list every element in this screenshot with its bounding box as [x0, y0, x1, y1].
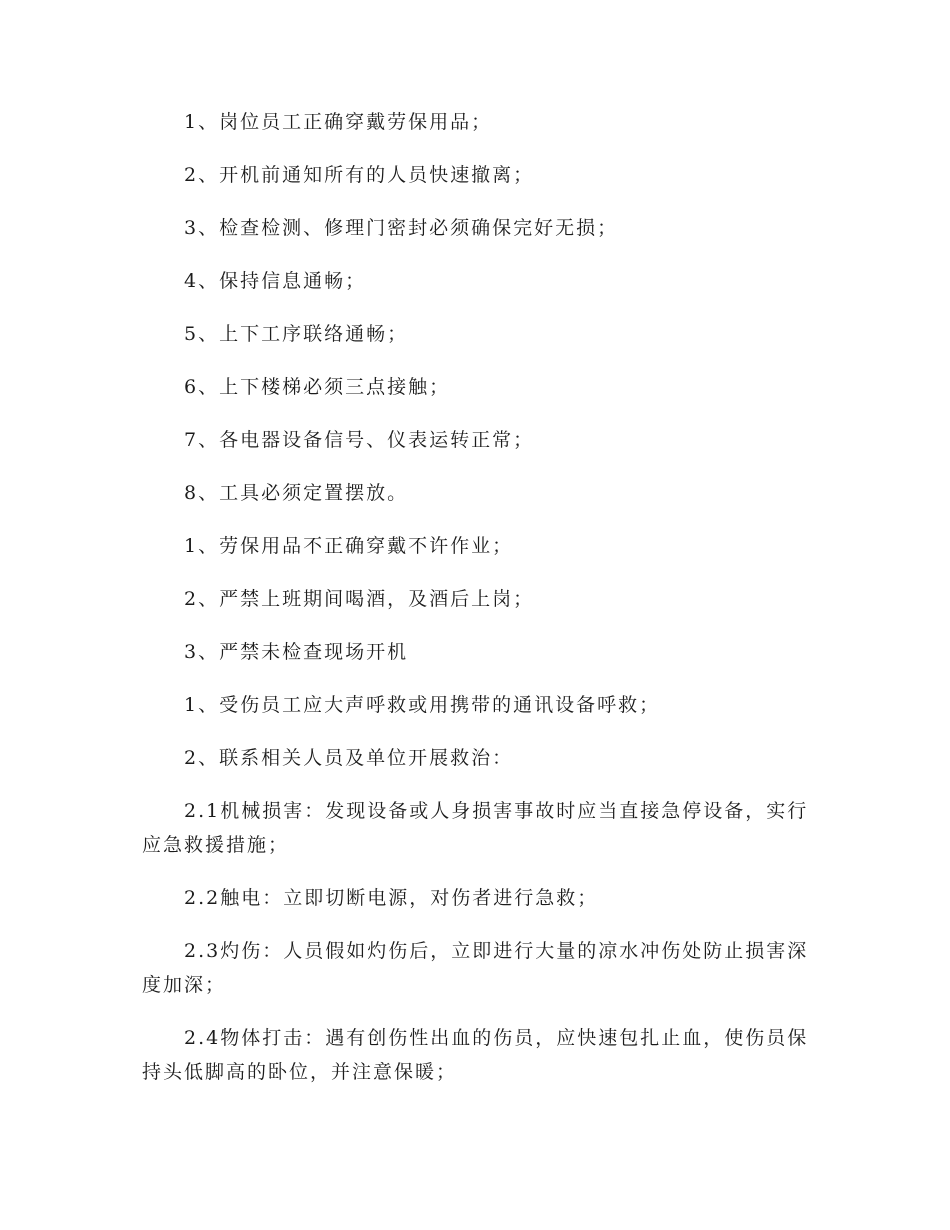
paragraph-emergency-2: 2、联系相关人员及单位开展救治： — [184, 747, 514, 769]
paragraph-duty-4: 4、保持信息通畅； — [184, 270, 367, 292]
paragraph-emergency-2-2: 2.2触电：立即切断电源，对伤者进行急救； — [184, 887, 599, 909]
paragraph-duty-7: 7、各电器设备信号、仪表运转正常； — [184, 429, 535, 451]
paragraph-prohibition-2: 2、严禁上班期间喝酒，及酒后上岗； — [184, 588, 535, 610]
paragraph-duty-1: 1、岗位员工正确穿戴劳保用品； — [184, 111, 493, 133]
paragraph-duty-8: 8、工具必须定置摆放。 — [184, 482, 409, 504]
paragraph-emergency-2-1: 2.1机械损害：发现设备或人身损害事故时应当直接急停设备，实行应急救援措施； — [142, 800, 809, 856]
paragraph-emergency-1: 1、受伤员工应大声呼救或用携带的通讯设备呼救； — [184, 694, 661, 716]
paragraph-duty-3: 3、检查检测、修理门密封必须确保完好无损； — [184, 217, 619, 239]
paragraph-duty-6: 6、上下楼梯必须三点接触； — [184, 376, 451, 398]
paragraph-duty-5: 5、上下工序联络通畅； — [184, 323, 409, 345]
paragraph-duty-2: 2、开机前通知所有的人员快速撤离； — [184, 164, 535, 186]
document-body — [142, 105, 810, 1108]
paragraph-emergency-2-3: 2.3灼伤：人员假如灼伤后，立即进行大量的凉水冲伤处防止损害深度加深； — [142, 940, 809, 996]
paragraph-prohibition-1: 1、劳保用品不正确穿戴不许作业； — [184, 535, 514, 557]
paragraph-prohibition-3: 3、严禁未检查现场开机 — [184, 641, 409, 663]
paragraph-emergency-2-4: 2.4物体打击：遇有创伤性出血的伤员，应快速包扎止血，使伤员保持头低脚高的卧位，并注意保暖； — [142, 1027, 809, 1083]
